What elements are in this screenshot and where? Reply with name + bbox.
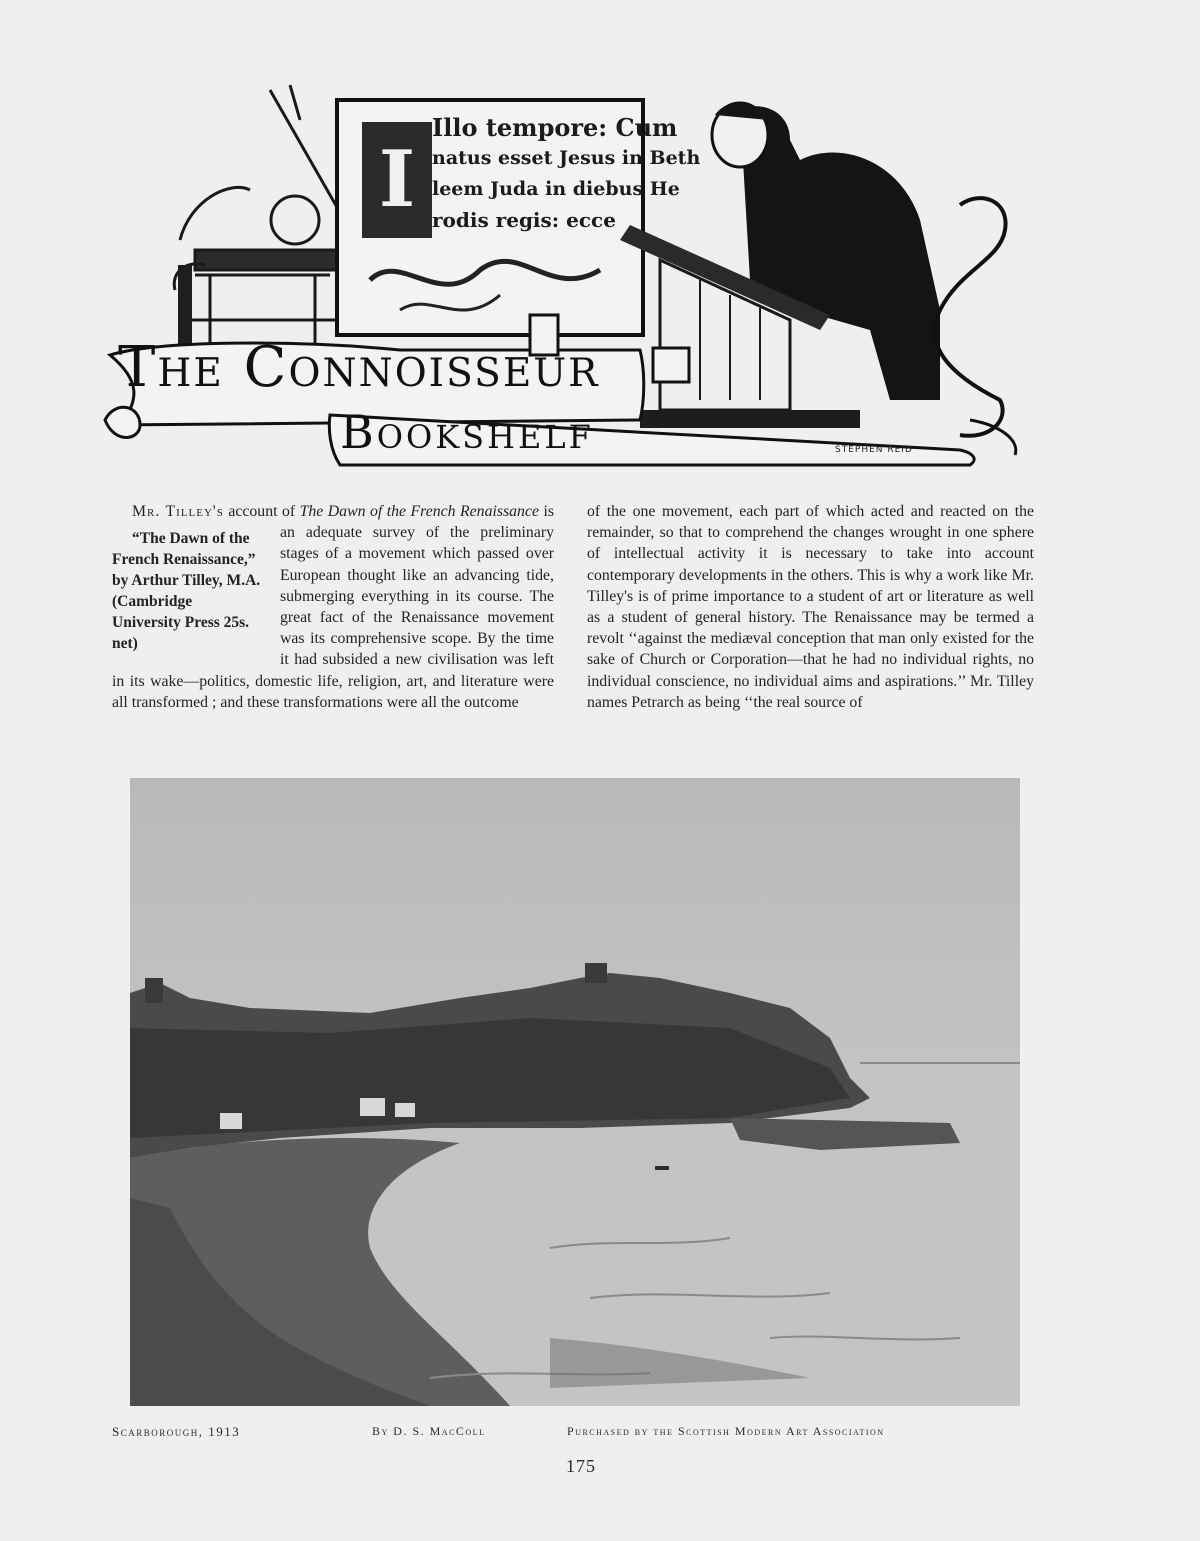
book-title: The Dawn of the French Renaissance — [299, 503, 539, 520]
manuscript-line: rodis regis: ecce — [432, 208, 616, 232]
caption-purchase: Purchased by the Scottish Modern Art Association — [567, 1424, 885, 1438]
left-paragraph — [112, 501, 554, 713]
caption-artist: By D. S. MacColl — [372, 1424, 486, 1438]
scarborough-painting — [130, 778, 1020, 1406]
left-column — [112, 501, 554, 713]
painting-image — [130, 778, 1020, 1406]
caption-title: Scarborough, 1913 — [112, 1424, 241, 1439]
right-column — [587, 501, 1034, 713]
intro-text: account of — [223, 503, 300, 520]
manuscript-line: natus esset Jesus in Beth — [432, 147, 701, 169]
page-number: 175 — [566, 1456, 596, 1476]
author-smallcaps: Mr. Tilley's — [132, 503, 224, 520]
review-sidenote: “The Dawn of the French Renaissance,” by Arthur Tilley, M.A. (Cambridge University Press 25s. net) — [112, 530, 261, 653]
intro-tail: is an adequate survey of the preliminary stages of a movement which passed over European thought like an advancing tide, submerging everything in its course. The great fact of the Renaissance movement was its comprehensive scope. By the time it had subsided a new civilisation was left in its wake—politics, domestic life, religion, art, and literature were all transformed ; and these transformations were all the outcome — [112, 503, 554, 711]
manuscript-line: Illo tempore: Cum — [432, 113, 678, 142]
artist-signature: STEPHEN REID — [835, 445, 913, 455]
banner-subtitle: Bookshelf — [340, 405, 594, 459]
manuscript-page — [350, 112, 701, 252]
manuscript-line: leem Juda in diebus He — [432, 178, 680, 200]
banner-title: The Connoisseur — [118, 335, 600, 400]
drop-cap: I — [362, 122, 432, 238]
right-paragraph: of the one movement, each part of which acted and reacted on the remainder, so that to comprehend the changes wrought in one sphere of intellectual activity it is necessary to take into account contemporary developments in the others. This is why a work like Mr. Tilley's is of prime importance to a student of art or literature as well as a student of general history. The Renaissance may be termed a revolt ‘‘against the mediæval conception that man only existed for the sake of Church or Corporation—that he had no individual rights, no individual conscience, no individual aims and aspirations.’’ Mr. Tilley names Petrarch as being ‘‘the real source of — [587, 503, 1034, 711]
